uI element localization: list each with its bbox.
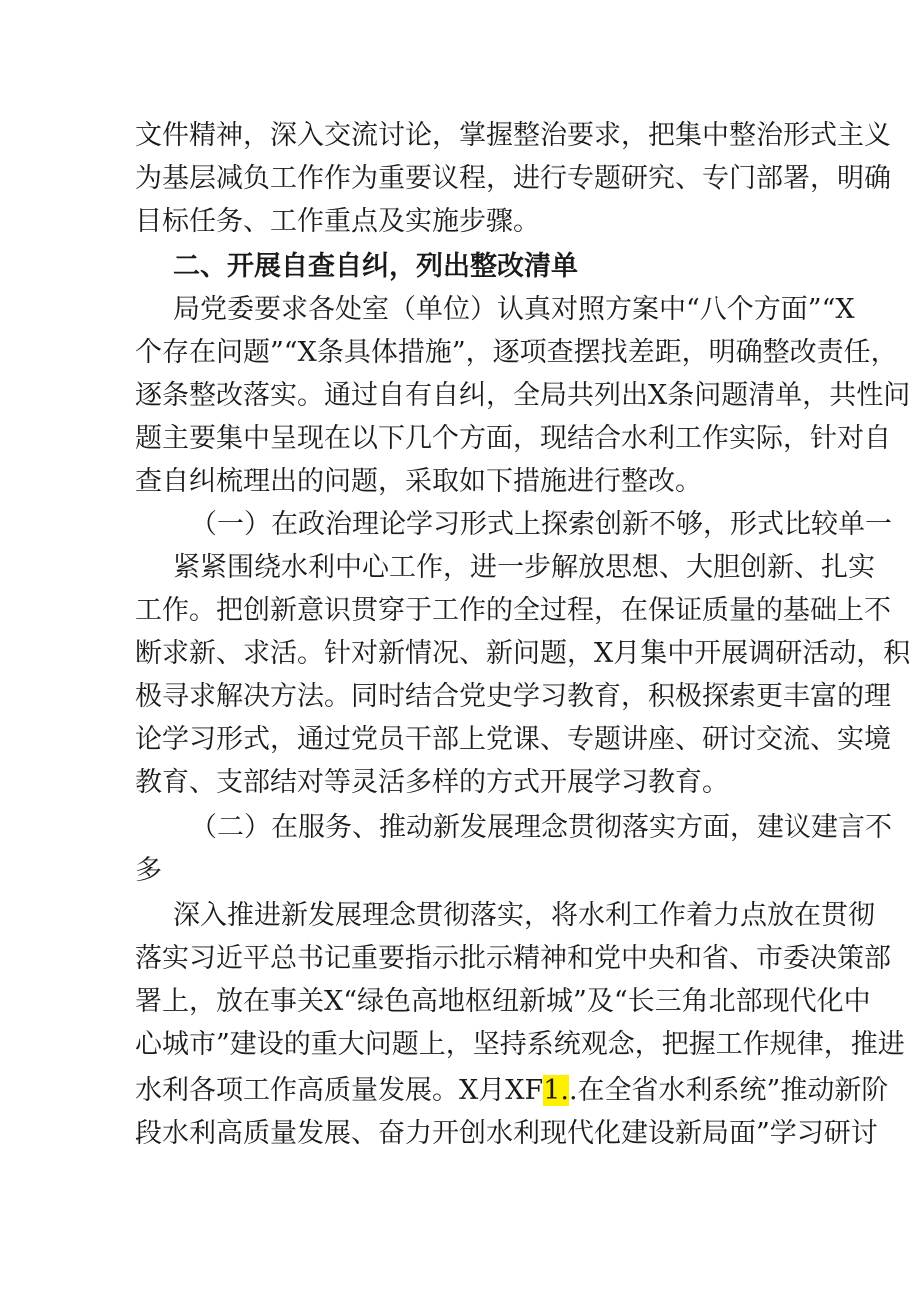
body-line-highlighted xyxy=(135,1072,889,1110)
body-line: 紧紧围绕水利中心工作，进一步解放思想、大胆创新、扎实 xyxy=(173,552,875,583)
body-line: 文件精神，深入交流讨论，掌握整治要求，把集中整治形式主义 xyxy=(135,120,891,151)
body-line: 局党委要求各处室（单位）认真对照方案中“八个方面”“X xyxy=(173,294,855,325)
body-line: 查自纠梳理出的问题，采取如下措施进行整改。 xyxy=(135,466,702,497)
text-before-highlight: 水利各项工作高质量发展。X月XF xyxy=(135,1075,544,1106)
subsection-heading: （一）在政治理论学习形式上探索创新不够，形式比较单一 xyxy=(190,509,892,540)
body-line: 目标任务、工作重点及实施步骤。 xyxy=(135,206,540,237)
body-line: 题主要集中呈现在以下几个方面，现结合水利工作实际，针对自 xyxy=(135,423,891,454)
body-line: 为基层减负工作作为重要议程，进行专题研究、专门部署，明确 xyxy=(135,163,891,194)
text-after-highlight: .在全省水利系统”推动新阶 xyxy=(568,1075,889,1106)
body-line: 个存在问题”“X条具体措施”，逐项查摆找差距，明确整改责任， xyxy=(135,337,898,368)
body-line: 断求新、求活。针对新情况、新问题，X月集中开展调研活动，积 xyxy=(135,638,911,669)
highlighted-text: 1. xyxy=(543,1075,569,1106)
body-line: 工作。把创新意识贯穿于工作的全过程，在保证质量的基础上不 xyxy=(135,595,891,626)
body-line: 极寻求解决方法。同时结合党史学习教育，积极探索更丰富的理 xyxy=(135,681,891,712)
body-line: 段水利高质量发展、奋力开创水利现代化建设新局面”学习研讨 xyxy=(135,1118,878,1149)
section-heading: 二、开展自查自纠，列出整改清单 xyxy=(173,251,578,282)
body-line: 心城市”建设的重大问题上，坚持系统观念，把握工作规律，推进 xyxy=(135,1029,905,1060)
subsection-heading: （二）在服务、推动新发展理念贯彻落实方面，建议建言不 xyxy=(190,812,892,843)
body-line: 论学习形式，通过党员干部上党课、专题讲座、研讨交流、实境 xyxy=(135,724,891,755)
body-line: 逐条整改落实。通过自有自纠，全局共列出X条问题清单，共性问 xyxy=(135,380,911,411)
body-line: 落实习近平总书记重要指示批示精神和党中央和省、市委决策部 xyxy=(135,943,891,974)
body-line: 深入推进新发展理念贯彻落实，将水利工作着力点放在贯彻 xyxy=(173,900,875,931)
subsection-heading-continued: 多 xyxy=(135,855,162,886)
body-line: 教育、支部结对等灵活多样的方式开展学习教育。 xyxy=(135,767,729,798)
body-line: 署上，放在事关X“绿色高地枢纽新城”及“长三角北部现代化中 xyxy=(135,986,871,1017)
